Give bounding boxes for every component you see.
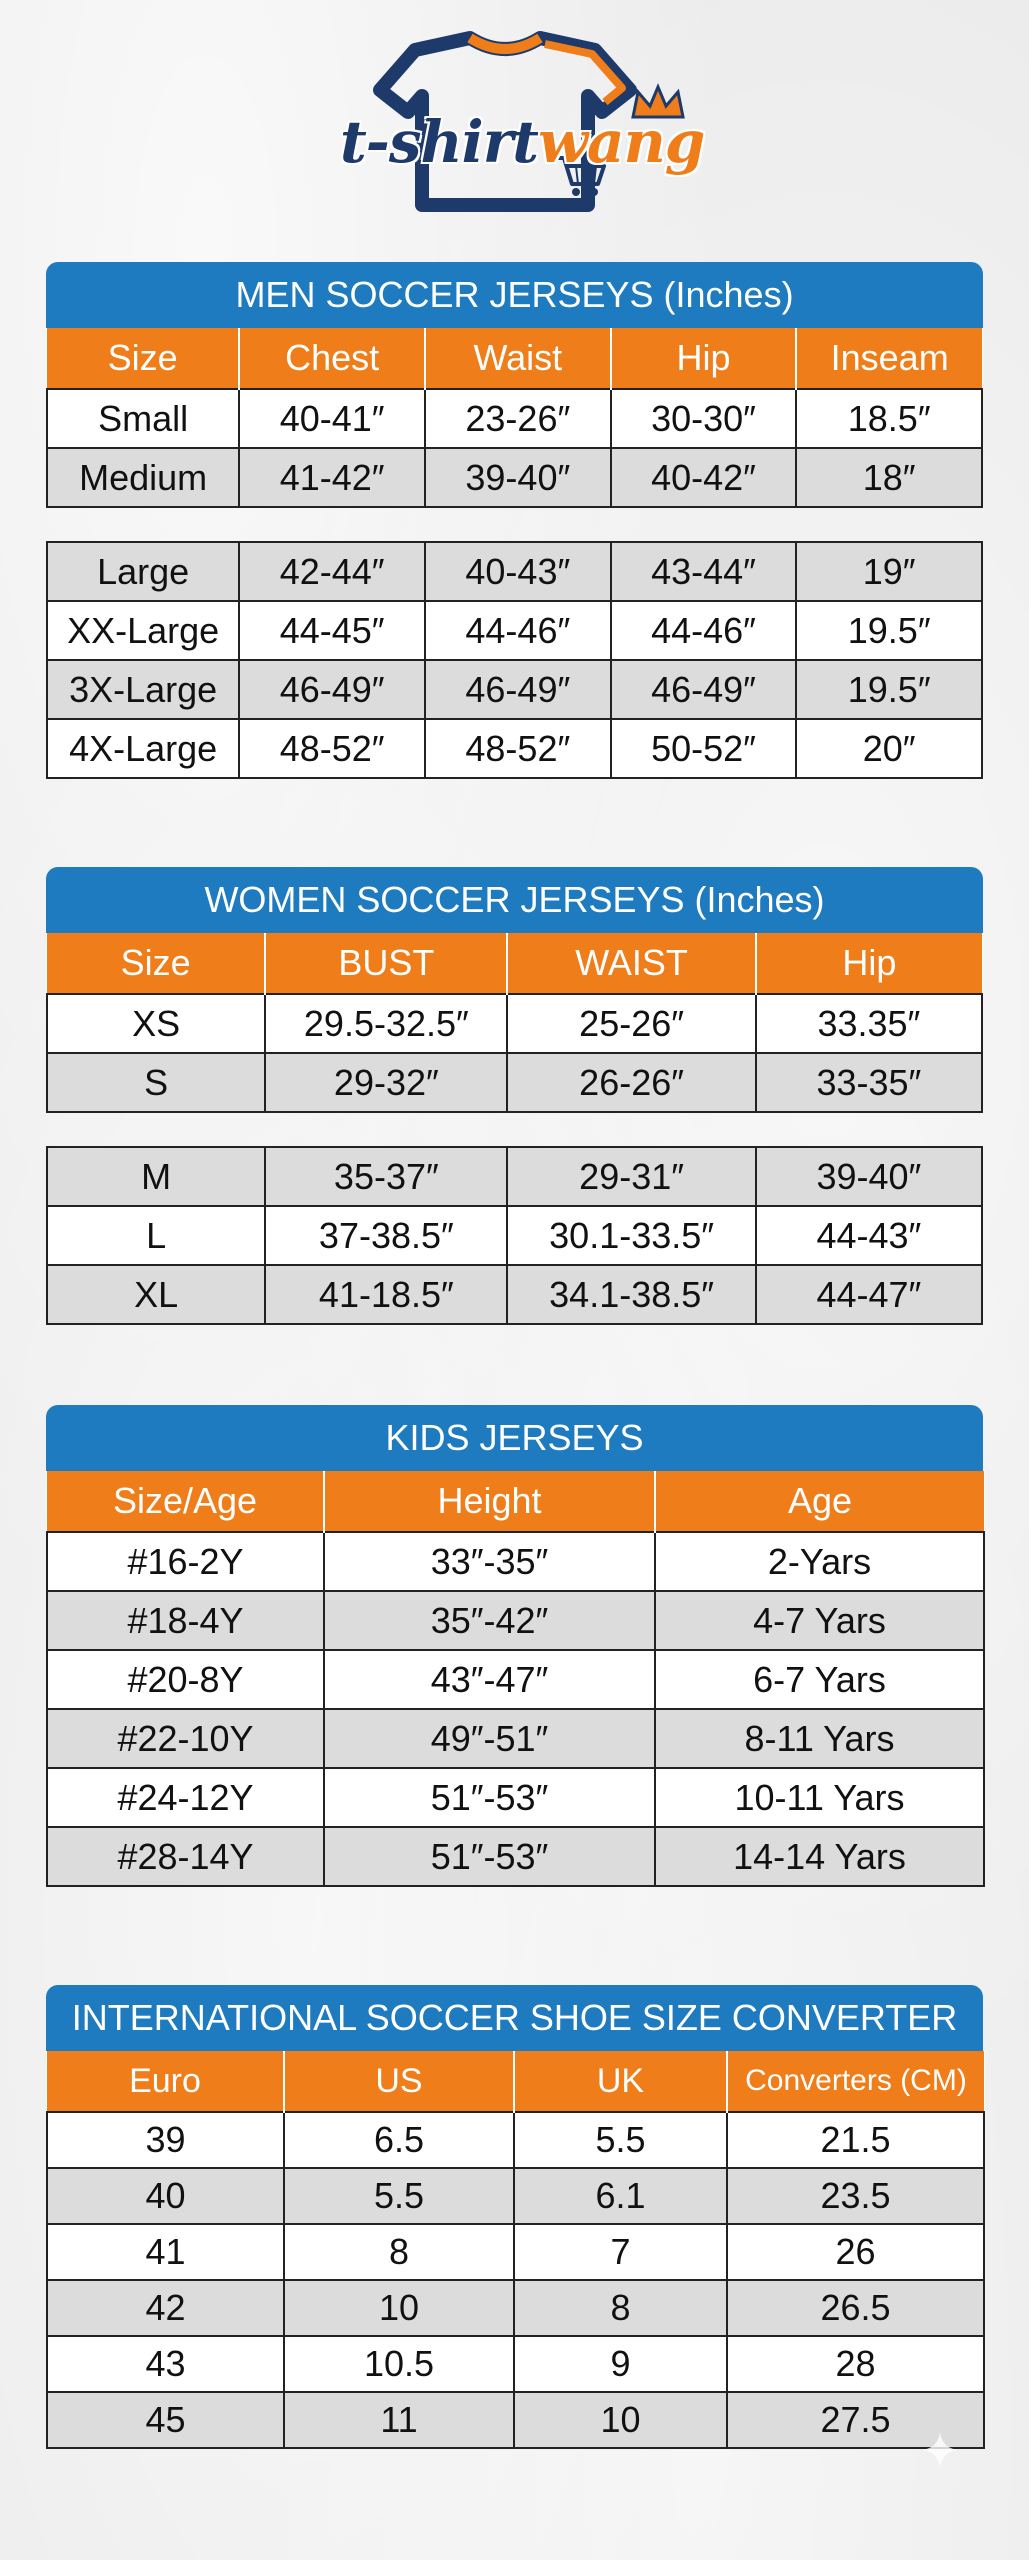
brand-logo bbox=[330, 30, 705, 230]
table-cell: #18-4Y bbox=[47, 1591, 324, 1650]
shoe-header-row bbox=[47, 2051, 984, 2112]
table-row bbox=[47, 2392, 984, 2448]
women-size-chart bbox=[46, 867, 983, 1325]
table-row bbox=[47, 1053, 982, 1112]
table-cell: XS bbox=[47, 994, 265, 1053]
table-cell: 48-52″ bbox=[239, 719, 425, 778]
table-cell: 30-30″ bbox=[611, 389, 797, 448]
table-row bbox=[47, 1265, 982, 1324]
table-cell: 18.5″ bbox=[796, 389, 982, 448]
table-cell: 43-44″ bbox=[611, 542, 797, 601]
table-cell: 27.5 bbox=[727, 2392, 984, 2448]
table-cell: 48-52″ bbox=[425, 719, 611, 778]
column-header: Size/Age bbox=[47, 1471, 324, 1532]
shoe-chart-title: INTERNATIONAL SOCCER SHOE SIZE CONVERTER bbox=[46, 1985, 983, 2051]
men-size-chart bbox=[46, 262, 983, 779]
column-header: Converters (CM) bbox=[727, 2051, 984, 2112]
table-row bbox=[47, 2112, 984, 2168]
table-cell: 25-26″ bbox=[507, 994, 755, 1053]
table-cell: 35-37″ bbox=[265, 1147, 507, 1206]
table-cell: 19.5″ bbox=[796, 601, 982, 660]
table-cell: 46-49″ bbox=[425, 660, 611, 719]
column-header: Chest bbox=[239, 328, 425, 389]
brand-wordmark bbox=[340, 108, 704, 176]
table-cell: 8-11 Yars bbox=[655, 1709, 984, 1768]
table-row bbox=[47, 2224, 984, 2280]
men-chart-title: MEN SOCCER JERSEYS (Inches) bbox=[46, 262, 983, 328]
table-cell: 19.5″ bbox=[796, 660, 982, 719]
table-cell: M bbox=[47, 1147, 265, 1206]
table-row bbox=[47, 542, 982, 601]
table-cell: 26 bbox=[727, 2224, 984, 2280]
table-row bbox=[47, 1768, 984, 1827]
table-cell: #24-12Y bbox=[47, 1768, 324, 1827]
table-row bbox=[47, 448, 982, 507]
table-cell: 44-43″ bbox=[756, 1206, 982, 1265]
table-cell: 33″-35″ bbox=[324, 1532, 655, 1591]
table-row bbox=[47, 994, 982, 1053]
table-cell: XL bbox=[47, 1265, 265, 1324]
column-header: Size bbox=[47, 933, 265, 994]
table-cell: 44-46″ bbox=[425, 601, 611, 660]
brand-word-1: t-shirt bbox=[340, 108, 539, 176]
table-cell: 42 bbox=[47, 2280, 284, 2336]
table-cell: 10.5 bbox=[284, 2336, 514, 2392]
table-cell: 10-11 Yars bbox=[655, 1768, 984, 1827]
sparkle-icon bbox=[920, 2430, 960, 2470]
table-cell: Small bbox=[47, 389, 239, 448]
table-row bbox=[47, 1591, 984, 1650]
table-cell: 7 bbox=[514, 2224, 727, 2280]
table-cell: 28 bbox=[727, 2336, 984, 2392]
table-cell: 9 bbox=[514, 2336, 727, 2392]
table-row bbox=[47, 1650, 984, 1709]
kids-size-table bbox=[46, 1471, 985, 1887]
column-header: Hip bbox=[611, 328, 797, 389]
table-row bbox=[47, 660, 982, 719]
table-cell: 6.5 bbox=[284, 2112, 514, 2168]
table-row bbox=[47, 1147, 982, 1206]
table-cell: 40-41″ bbox=[239, 389, 425, 448]
table-cell: 35″-42″ bbox=[324, 1591, 655, 1650]
table-cell: 5.5 bbox=[514, 2112, 727, 2168]
table-cell: #28-14Y bbox=[47, 1827, 324, 1886]
table-cell: #22-10Y bbox=[47, 1709, 324, 1768]
column-header: Waist bbox=[425, 328, 611, 389]
table-cell: 34.1-38.5″ bbox=[507, 1265, 755, 1324]
table-gap bbox=[46, 508, 983, 541]
men-size-table-bottom bbox=[46, 541, 983, 779]
column-header: Age bbox=[655, 1471, 984, 1532]
table-cell: 37-38.5″ bbox=[265, 1206, 507, 1265]
table-cell: 50-52″ bbox=[611, 719, 797, 778]
table-cell: 3X-Large bbox=[47, 660, 239, 719]
table-cell: 6-7 Yars bbox=[655, 1650, 984, 1709]
kids-chart-title: KIDS JERSEYS bbox=[46, 1405, 983, 1471]
table-cell: 39 bbox=[47, 2112, 284, 2168]
table-cell: 4-7 Yars bbox=[655, 1591, 984, 1650]
table-cell: 41-18.5″ bbox=[265, 1265, 507, 1324]
table-cell: 5.5 bbox=[284, 2168, 514, 2224]
table-cell: 6.1 bbox=[514, 2168, 727, 2224]
table-cell: 51″-53″ bbox=[324, 1768, 655, 1827]
table-cell: 8 bbox=[514, 2280, 727, 2336]
table-cell: 51″-53″ bbox=[324, 1827, 655, 1886]
table-cell: #16-2Y bbox=[47, 1532, 324, 1591]
table-cell: 44-45″ bbox=[239, 601, 425, 660]
table-cell: Large bbox=[47, 542, 239, 601]
table-cell: 41 bbox=[47, 2224, 284, 2280]
table-cell: 18″ bbox=[796, 448, 982, 507]
kids-header-row bbox=[47, 1471, 984, 1532]
table-row bbox=[47, 2280, 984, 2336]
table-cell: 40-43″ bbox=[425, 542, 611, 601]
table-cell: 33.35″ bbox=[756, 994, 982, 1053]
shoe-size-converter bbox=[46, 1985, 983, 2449]
table-row bbox=[47, 601, 982, 660]
table-cell: 21.5 bbox=[727, 2112, 984, 2168]
column-header: Inseam bbox=[796, 328, 982, 389]
women-size-table-top bbox=[46, 933, 983, 1113]
table-cell: 19″ bbox=[796, 542, 982, 601]
table-cell: S bbox=[47, 1053, 265, 1112]
table-cell: 45 bbox=[47, 2392, 284, 2448]
table-cell: 23.5 bbox=[727, 2168, 984, 2224]
table-cell: 40 bbox=[47, 2168, 284, 2224]
column-header: BUST bbox=[265, 933, 507, 994]
column-header: Euro bbox=[47, 2051, 284, 2112]
table-row bbox=[47, 719, 982, 778]
table-cell: 43″-47″ bbox=[324, 1650, 655, 1709]
women-header-row bbox=[47, 933, 982, 994]
women-chart-title: WOMEN SOCCER JERSEYS (Inches) bbox=[46, 867, 983, 933]
table-cell: 33-35″ bbox=[756, 1053, 982, 1112]
men-header-row bbox=[47, 328, 982, 389]
table-cell: XX-Large bbox=[47, 601, 239, 660]
table-cell: 8 bbox=[284, 2224, 514, 2280]
women-size-table-bottom bbox=[46, 1146, 983, 1325]
table-cell: 39-40″ bbox=[756, 1147, 982, 1206]
table-gap bbox=[46, 1113, 983, 1146]
table-row bbox=[47, 1532, 984, 1591]
table-cell: 39-40″ bbox=[425, 448, 611, 507]
column-header: WAIST bbox=[507, 933, 755, 994]
table-row bbox=[47, 389, 982, 448]
table-row bbox=[47, 2336, 984, 2392]
table-cell: 41-42″ bbox=[239, 448, 425, 507]
table-cell: 43 bbox=[47, 2336, 284, 2392]
table-cell: 46-49″ bbox=[611, 660, 797, 719]
kids-size-chart bbox=[46, 1405, 983, 1887]
table-row bbox=[47, 2168, 984, 2224]
table-cell: 14-14 Yars bbox=[655, 1827, 984, 1886]
table-cell: 44-47″ bbox=[756, 1265, 982, 1324]
men-size-table-top bbox=[46, 328, 983, 508]
column-header: Size bbox=[47, 328, 239, 389]
table-cell: L bbox=[47, 1206, 265, 1265]
column-header: UK bbox=[514, 2051, 727, 2112]
table-cell: 29.5-32.5″ bbox=[265, 994, 507, 1053]
column-header: Hip bbox=[756, 933, 982, 994]
table-cell: 30.1-33.5″ bbox=[507, 1206, 755, 1265]
table-cell: 10 bbox=[514, 2392, 727, 2448]
column-header: US bbox=[284, 2051, 514, 2112]
table-cell: 44-46″ bbox=[611, 601, 797, 660]
table-cell: 40-42″ bbox=[611, 448, 797, 507]
table-cell: 23-26″ bbox=[425, 389, 611, 448]
table-cell: 2-Yars bbox=[655, 1532, 984, 1591]
table-cell: 20″ bbox=[796, 719, 982, 778]
table-cell: 29-31″ bbox=[507, 1147, 755, 1206]
table-cell: 11 bbox=[284, 2392, 514, 2448]
table-cell: #20-8Y bbox=[47, 1650, 324, 1709]
table-cell: 42-44″ bbox=[239, 542, 425, 601]
shoe-size-table bbox=[46, 2051, 985, 2449]
table-row bbox=[47, 1206, 982, 1265]
brand-word-2: wang bbox=[538, 108, 705, 176]
table-cell: 10 bbox=[284, 2280, 514, 2336]
table-row bbox=[47, 1709, 984, 1768]
column-header: Height bbox=[324, 1471, 655, 1532]
table-cell: 4X-Large bbox=[47, 719, 239, 778]
table-cell: Medium bbox=[47, 448, 239, 507]
table-cell: 26-26″ bbox=[507, 1053, 755, 1112]
table-cell: 26.5 bbox=[727, 2280, 984, 2336]
table-cell: 49″-51″ bbox=[324, 1709, 655, 1768]
table-row bbox=[47, 1827, 984, 1886]
table-cell: 46-49″ bbox=[239, 660, 425, 719]
table-cell: 29-32″ bbox=[265, 1053, 507, 1112]
